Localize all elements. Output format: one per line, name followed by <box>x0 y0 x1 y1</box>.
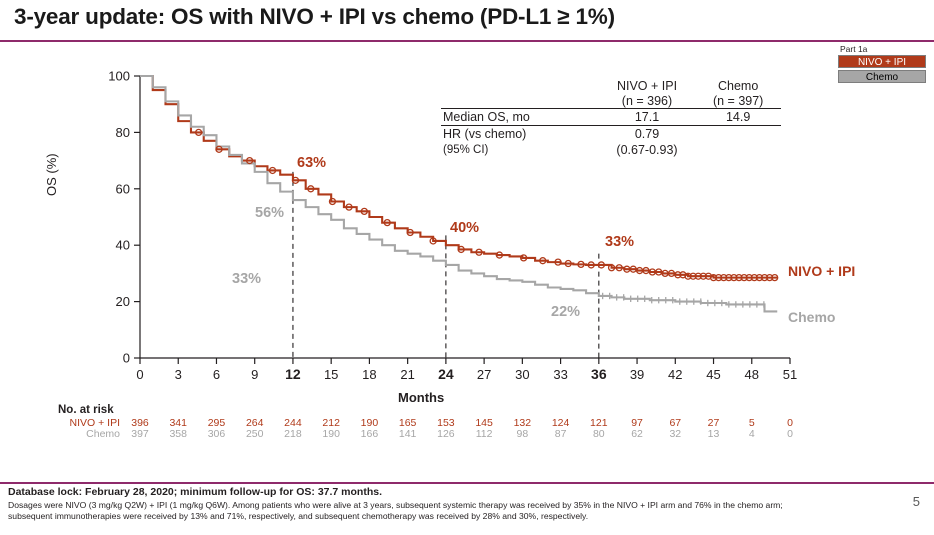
risk-value: 295 <box>207 417 226 429</box>
x-tick-label: 27 <box>476 367 492 382</box>
risk-row-label-chemo: Chemo <box>86 428 120 440</box>
risk-value: 87 <box>554 428 567 440</box>
x-tick-label: 15 <box>323 367 339 382</box>
risk-value: 212 <box>322 417 340 429</box>
annotation-63-percent: 63% <box>297 155 327 171</box>
series-label-chemo: Chemo <box>788 309 836 325</box>
x-tick-label: 42 <box>668 367 683 382</box>
risk-value: 165 <box>398 417 417 429</box>
risk-value: 97 <box>631 417 643 429</box>
risk-value: 396 <box>131 417 149 429</box>
stats-median-chemo: 14.9 <box>725 110 751 124</box>
risk-value: 5 <box>748 417 755 429</box>
annotation-33-percent-chemo: 33% <box>232 271 262 287</box>
risk-table <box>58 404 793 440</box>
y-tick-label: 0 <box>122 350 130 366</box>
footer-notes-line-1: Dosages were NIVO (3 mg/kg Q2W) + IPI (1 mg/kg Q6W). Among patients who were alive at 3 years, subsequent systemic therapy was received by 35% in the NIVO + IPI arm and 76% in the chemo arm; <box>8 500 783 510</box>
y-tick-label: 80 <box>115 124 130 140</box>
x-tick-label: 30 <box>515 367 530 382</box>
x-tick-label: 18 <box>362 367 377 382</box>
stats-row-label-hr: HR (vs chemo) <box>443 127 527 141</box>
risk-value: 124 <box>551 417 570 429</box>
footer-notes <box>8 500 888 522</box>
legend-item-chemo: Chemo <box>838 70 926 83</box>
risk-value: 112 <box>475 428 493 440</box>
legend-item-nivo-ipi: NIVO + IPI <box>838 55 926 68</box>
stats-ci-value: (0.67-0.93) <box>616 143 678 157</box>
risk-value: 4 <box>748 428 755 440</box>
page-number: 5 <box>912 494 920 509</box>
risk-value: 141 <box>398 428 417 440</box>
risk-value: 264 <box>245 417 264 429</box>
annotation-56-percent: 56% <box>255 205 285 221</box>
risk-value: 306 <box>207 428 226 440</box>
footer-divider <box>0 482 934 484</box>
risk-value: 218 <box>284 428 302 440</box>
risk-row-label-nivo: NIVO + IPI <box>69 417 120 429</box>
annotation-33-percent-nivo: 33% <box>605 234 635 250</box>
x-tick-label: 24 <box>438 366 454 382</box>
risk-value: 121 <box>590 417 608 429</box>
annotation-22-percent: 22% <box>551 304 581 320</box>
stats-header-nivo: NIVO + IPI <box>616 79 678 93</box>
legend-part-label: Part 1a <box>840 44 868 54</box>
footer-database-lock: Database lock: February 28, 2020; minimum follow-up for OS: 37.7 months. <box>8 486 383 498</box>
risk-value: 145 <box>475 417 493 429</box>
x-tick-label: 21 <box>400 367 415 382</box>
stats-row-label-ci: (95% CI) <box>443 144 489 156</box>
risk-value: 358 <box>169 428 187 440</box>
risk-table-title: No. at risk <box>58 404 114 416</box>
risk-value: 166 <box>360 428 379 440</box>
risk-table-row-chemo <box>58 428 793 440</box>
risk-value: 190 <box>360 417 379 429</box>
stats-median-nivo: 17.1 <box>634 110 660 124</box>
stats-subheader-nivo: (n = 396) <box>621 94 673 108</box>
x-tick-label: 3 <box>174 367 182 382</box>
x-tick-label: 51 <box>782 367 798 382</box>
risk-value: 13 <box>707 428 720 440</box>
y-axis-label: OS (%) <box>44 153 59 196</box>
y-tick-label: 40 <box>115 237 130 253</box>
x-tick-label: 6 <box>212 367 221 382</box>
risk-value: 132 <box>513 417 532 429</box>
risk-value: 67 <box>669 417 682 429</box>
stats-row-label-median: Median OS, mo <box>443 110 530 124</box>
x-tick-label: 9 <box>251 367 259 382</box>
risk-value: 27 <box>707 417 720 429</box>
x-tick-label: 36 <box>591 366 607 382</box>
risk-value: 0 <box>787 428 793 440</box>
footer-notes-line-2: subsequent immunotherapies were received by 13% and 71%, respectively, and subsequent chemotherapy was received by 28% and 30%, respectively. <box>8 511 589 521</box>
annotation-40-percent: 40% <box>450 220 480 236</box>
risk-value: 341 <box>169 417 187 429</box>
stats-subheader-chemo: (n = 397) <box>712 94 764 108</box>
risk-value: 153 <box>437 417 455 429</box>
risk-value: 126 <box>437 428 455 440</box>
risk-value: 250 <box>245 428 264 440</box>
y-tick-label: 20 <box>115 294 130 310</box>
page-title: 3-year update: OS with NIVO + IPI vs chemo (PD-L1 ≥ 1%) <box>14 4 615 29</box>
x-tick-label: 45 <box>706 367 721 382</box>
stats-header-chemo: Chemo <box>718 79 759 93</box>
x-tick-label: 0 <box>136 367 144 382</box>
risk-value: 80 <box>592 428 605 440</box>
y-tick-label: 100 <box>108 68 130 84</box>
x-tick-label: 48 <box>744 367 759 382</box>
risk-value: 32 <box>669 428 682 440</box>
risk-value: 98 <box>516 428 529 440</box>
stats-hr-value: 0.79 <box>634 127 660 141</box>
risk-value: 190 <box>322 428 340 440</box>
y-tick-label: 60 <box>115 181 130 197</box>
x-axis-label: Months <box>398 390 445 405</box>
risk-value: 397 <box>131 428 149 440</box>
x-tick-label: 39 <box>629 367 645 382</box>
x-tick-label: 33 <box>553 367 568 382</box>
risk-value: 0 <box>787 417 793 429</box>
risk-value: 62 <box>631 428 643 440</box>
risk-value: 244 <box>284 417 302 429</box>
x-tick-label: 12 <box>285 366 301 382</box>
series-label-nivo-ipi: NIVO + IPI <box>788 263 856 279</box>
